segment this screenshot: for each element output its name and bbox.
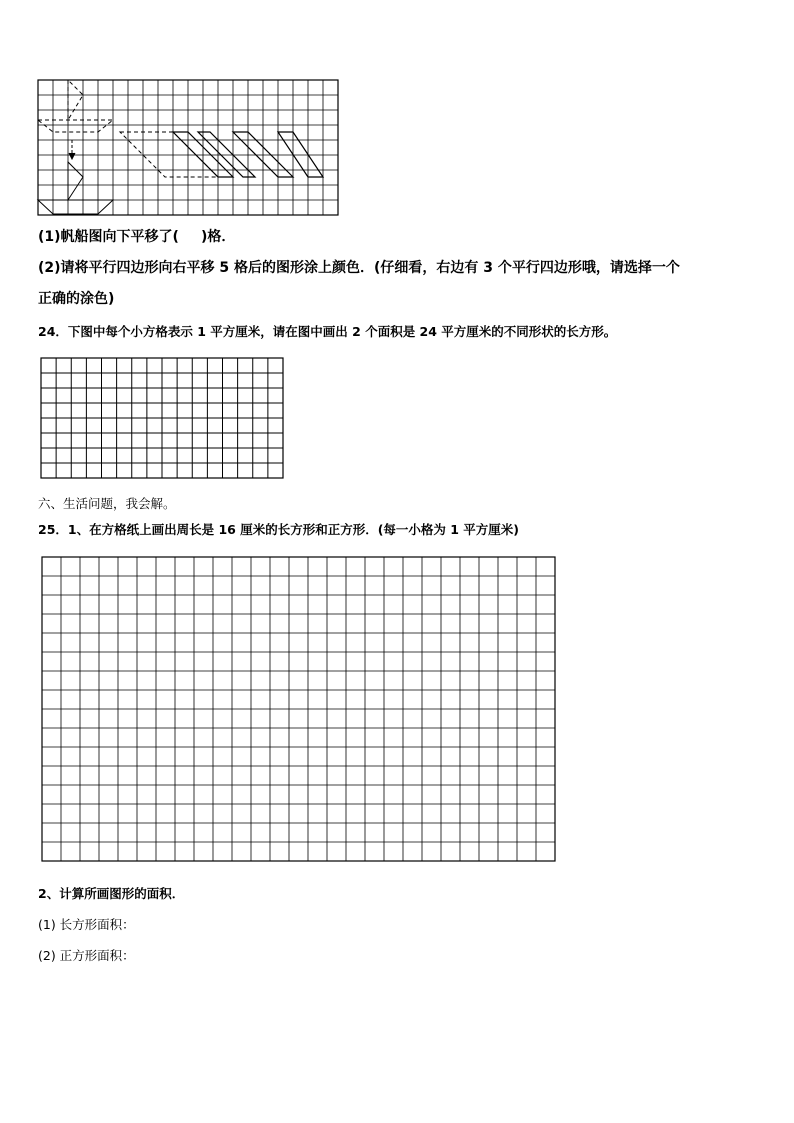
square-area-text: (2) 正方形面积： (38, 948, 135, 963)
q23-sub1-prefix: (1)帆船图向下平移了( (38, 229, 179, 245)
translation-figure-grid (38, 80, 340, 217)
square-area-label (38, 948, 135, 963)
q25-part2: 2、计算所画图形的面积． (38, 886, 185, 901)
q25-text: 25．1、在方格纸上画出周长是 16 厘米的长方形和正方形．(每一小格为 1 平方厘米) (38, 522, 520, 537)
q24-grid[interactable] (41, 358, 285, 480)
q23-sub2-line1: (2)请将平行四边形向右平移 5 格后的图形涂上颜色．(仔细看，右边有 3 个平行四边形哦，请选择一个 (38, 260, 680, 276)
q25-grid[interactable] (42, 557, 557, 863)
section6-heading: 六、生活问题，我会解。 (38, 496, 176, 511)
q23-sub2-line2: 正确的涂色) (38, 291, 115, 307)
q24-text: 24．下图中每个小方格表示 1 平方厘米，请在图中画出 2 个面积是 24 平方厘米的不同形状的长方形。 (38, 324, 617, 339)
rect-area-text: (1) 长方形面积： (38, 917, 135, 932)
sailboat-original (38, 80, 113, 132)
q23-sub1-suffix: )格． (200, 229, 236, 245)
q23-sub1 (38, 229, 235, 246)
rect-area-label (38, 917, 135, 932)
down-arrow-icon (69, 140, 75, 159)
